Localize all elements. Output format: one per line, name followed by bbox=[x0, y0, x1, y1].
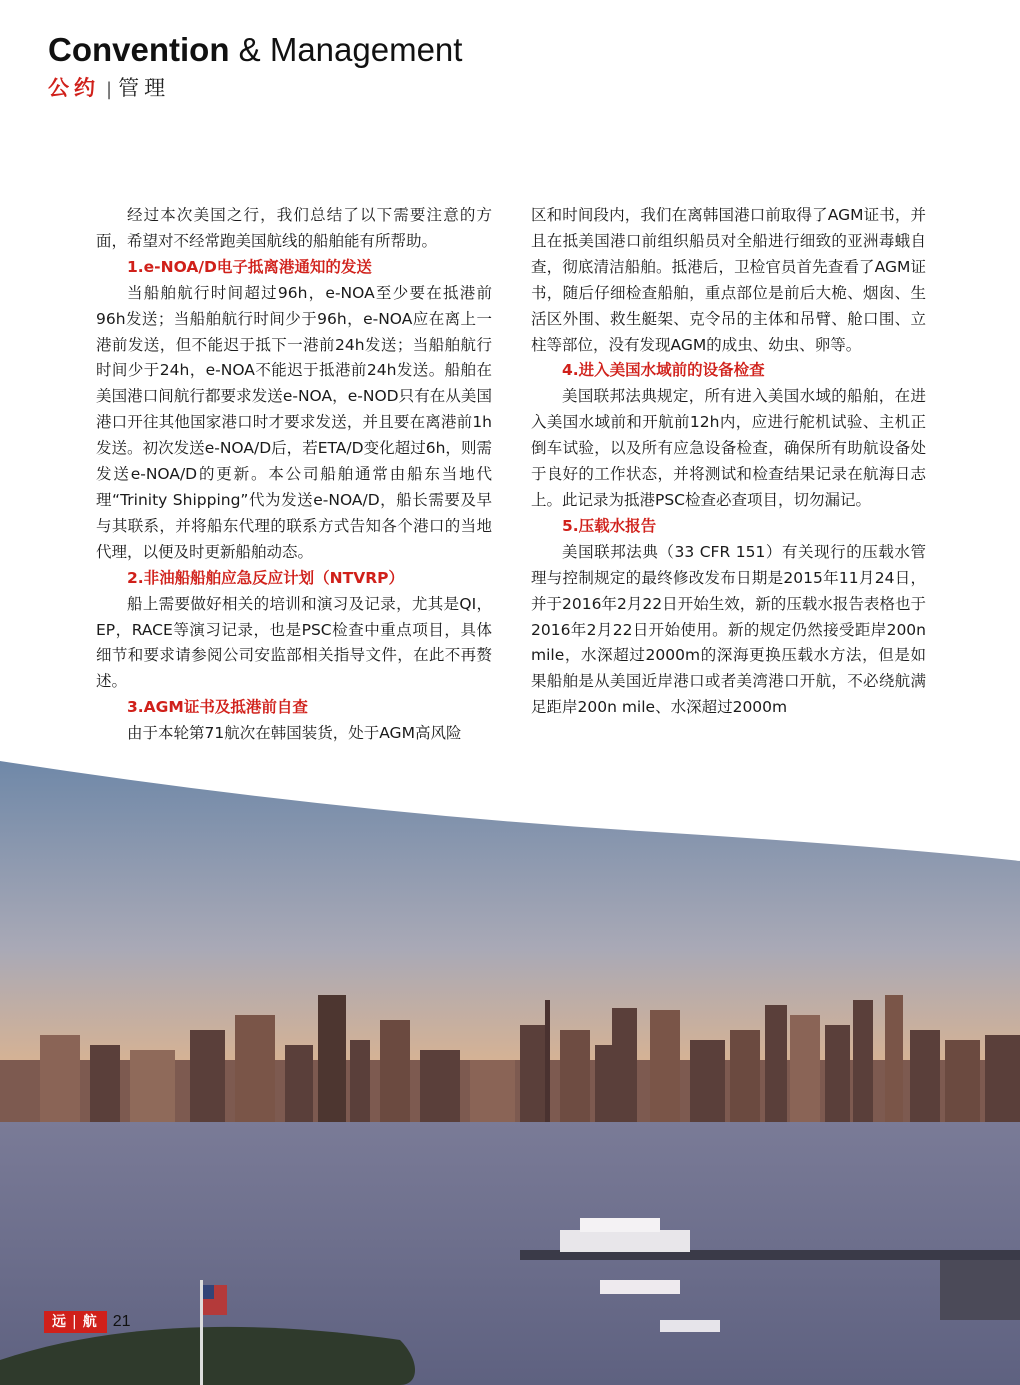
heading-ntvrp: 2.非油船船舶应急反应计划（NTVRP） bbox=[127, 568, 405, 587]
magazine-logo bbox=[44, 1311, 107, 1333]
logo-char-1: 远 bbox=[52, 1314, 68, 1330]
title-zh-accent: 公约 bbox=[48, 76, 100, 100]
paragraph-enoa: 当船舶航行时间超过96h，e-NOA至少要在抵港前96h发送；当船舶航行时间少于96h，e-NOA应在离上一港前发送，但不能迟于抵下一港前24h发送；当船舶航行时间少于24h，e-NOA不能迟于抵港前24h发送。船舶在美国港口间航行都要求发送e-NOA，e-NOD只有在从美国港口开往其他国家港口时才要求发送，并且要在离港前1h发送。初次发送e-NOA/D后，若ETA/D变化超过6h，则需发送e-NOA/D的更新。本公司船舶通常由船东当地代理“Trinity Shipping”代为发送e-NOA/D，船长需要及早与其联系，并将船东代理的联系方式告知各个港口的当地代理，以便及时更新船舶动态。 bbox=[96, 283, 492, 561]
title-bold: Convention bbox=[48, 31, 230, 68]
paragraph-equipment-check: 美国联邦法典规定，所有进入美国水域的船舶，在进入美国水域前和开航前12h内，应进行舵机试验、主机正倒车试验，以及所有应急设备检查，确保所有助航设备处于良好的工作状态，并将测试和检查结果记录在航海日志上。此记录为抵港PSC检查必查项目，切勿漏记。 bbox=[531, 387, 926, 509]
title-divider: | bbox=[106, 79, 113, 100]
heading-enoa: 1.e-NOA/D电子抵离港通知的发送 bbox=[127, 257, 372, 276]
logo-divider: | bbox=[72, 1314, 79, 1330]
skyline-photo bbox=[0, 760, 1020, 1385]
title-rest: & Management bbox=[229, 31, 463, 68]
intro-paragraph: 经过本次美国之行，我们总结了以下需要注意的方面，希望对不经常跑美国航线的船舶能有所帮助。 bbox=[96, 206, 492, 250]
right-column bbox=[531, 203, 926, 721]
heading-equipment-check: 4.进入美国水域前的设备检查 bbox=[562, 361, 765, 380]
section-title-zh bbox=[48, 74, 462, 104]
page-footer bbox=[44, 1311, 131, 1333]
heading-ballast-water: 5.压载水报告 bbox=[562, 516, 657, 535]
heading-agm: 3.AGM证书及抵港前自查 bbox=[127, 698, 308, 717]
paragraph-ballast-water: 美国联邦法典（33 CFR 151）有关现行的压载水管理与控制规定的最终修改发布日期是2015年11月24日，并于2016年2月22日开始生效，新的压载水报告表格也于2016年2月22日开始使用。新的规定仍然接受距岸200n mile，水深超过2000m的深海更换压载水方法，但是如果船舶是从美国近岸港口或者美湾港口开航，不必绕航满足距岸200n mile、水深超过2000m bbox=[531, 542, 926, 717]
paragraph-agm-start: 由于本轮第71航次在韩国装货，处于AGM高风险 bbox=[127, 724, 462, 743]
page-header bbox=[48, 30, 462, 104]
title-zh-section: 管理 bbox=[118, 76, 171, 100]
paragraph-ntvrp: 船上需要做好相关的培训和演习及记录，尤其是QI，EP，RACE等演习记录，也是PSC检查中重点项目，具体细节和要求请参阅公司安监部相关指导文件，在此不再赘述。 bbox=[96, 594, 492, 691]
section-title-en bbox=[48, 30, 462, 70]
logo-char-2: 航 bbox=[82, 1314, 99, 1330]
paragraph-agm-cont: 区和时间段内，我们在离韩国港口前取得了AGM证书，并且在抵美国港口前组织船员对全船进行细致的亚洲毒蛾自查，彻底清洁船舶。抵港后，卫检官员首先查看了AGM证书，随后仔细检查船舶，重点部位是前后大桅、烟囱、生活区外围、救生艇架、克令吊的主体和吊臂、舱口围、立柱等部位，没有发现AGM的成虫、幼虫、卵等。 bbox=[531, 206, 926, 354]
page-number: 21 bbox=[112, 1313, 131, 1330]
left-column bbox=[96, 203, 492, 747]
